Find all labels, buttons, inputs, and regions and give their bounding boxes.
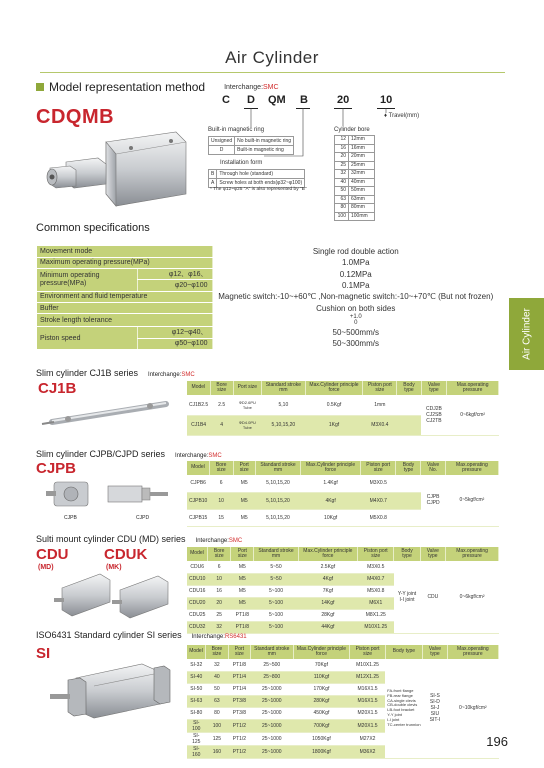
table-cell <box>397 395 421 415</box>
table-cell: 12 <box>335 136 349 145</box>
square-bullet-icon <box>36 83 44 91</box>
table-cell: SI-80 <box>187 707 206 719</box>
table-cell: M5 <box>233 509 255 526</box>
title-divider <box>40 72 505 73</box>
cjpb-code: CJPB <box>36 460 77 477</box>
table-cell: 25~1000 <box>251 683 294 695</box>
spec-sub-label: φ12、φ16、 <box>137 269 212 280</box>
table-cell: 40 <box>335 178 349 187</box>
cjpd-image-label: CJPD <box>136 515 150 521</box>
col-header: Piston port size <box>350 645 385 659</box>
spec-value: +1.0 0 <box>212 314 499 327</box>
code-part-type: QM <box>268 94 286 106</box>
table-cell: 6 <box>209 475 233 492</box>
table-cell: 40 <box>206 671 229 683</box>
col-header: Piston port size <box>358 547 394 561</box>
table-cell: 4Kgf <box>301 492 361 509</box>
table-cell: SI-100 <box>187 719 206 732</box>
table-row <box>187 561 499 573</box>
table-cell: 160 <box>206 745 229 758</box>
table-cell <box>396 475 421 492</box>
col-header: Max.Cylinder principle force <box>293 645 350 659</box>
col-header: Max.Cylinder principle force <box>301 461 361 475</box>
table-cell: 5,10 <box>262 395 306 415</box>
table-cell: SI-63 <box>187 695 206 707</box>
code-part-bore: 20 <box>337 94 350 106</box>
table-cell: 63 <box>335 195 349 204</box>
cj1b-table <box>187 381 499 436</box>
table-cell: 5~50 <box>254 573 298 585</box>
table-row <box>187 659 499 671</box>
col-header: Standard stroke mm <box>254 547 298 561</box>
table-cell: 4 <box>210 415 233 435</box>
table-cell: 25~500 <box>251 659 294 671</box>
table-cell: 10 <box>207 573 231 585</box>
cdu-table <box>187 547 499 634</box>
table-cell: No built-in magnetic ring <box>235 137 294 146</box>
table-cell: 6 <box>207 561 231 573</box>
col-header: Standard stroke mm <box>255 461 300 475</box>
table-cell: 25~800 <box>251 671 294 683</box>
cjpb-table <box>187 461 499 527</box>
table-cell: SI-40 <box>187 671 206 683</box>
cjpb-cylinder-image <box>46 478 176 514</box>
table-cell: 7Kgf <box>298 585 357 597</box>
table-cell: PT1/4 <box>228 671 250 683</box>
table-cell: CDU32 <box>187 621 207 633</box>
table-cell: CDU10 <box>187 573 207 585</box>
magnetic-ring-label: Built-in magnetic ring <box>208 127 265 133</box>
cjpb-image-label: CJPB <box>64 515 77 521</box>
cj1b-cylinder-image <box>38 398 178 438</box>
page-number: 196 <box>486 734 508 749</box>
model-rep-heading-row <box>36 80 279 94</box>
spec-label: Stroke length tolerance <box>37 314 212 327</box>
table-cell: CJPB CJPD <box>421 475 445 526</box>
code-connector-lines <box>200 106 400 166</box>
table-cell: 25 <box>335 161 349 170</box>
cdu-sub-code: (MD) <box>38 564 54 571</box>
side-tab <box>509 298 544 370</box>
col-header: Standard stroke mm <box>251 645 294 659</box>
spec-label: Maximum operating pressure(MPa) <box>37 257 212 268</box>
cdu-heading: Sulti mount cylinder CDU (MD) series Interchange:SMC <box>36 534 243 544</box>
cj1b-code: CJ1B <box>38 380 77 397</box>
table-cell: 14Kgf <box>298 597 357 609</box>
table-cell: 110Kgf <box>293 671 350 683</box>
table-cell: 50 <box>335 187 349 196</box>
table-cell: 25~1000 <box>251 732 294 745</box>
table-cell: PT3/8 <box>228 707 250 719</box>
col-header: Max.operating pressure <box>447 645 498 659</box>
table-cell: CJ1B4 <box>187 415 210 435</box>
table-cell: M20X1.5 <box>350 719 385 732</box>
table-cell: 25~1000 <box>251 707 294 719</box>
table-cell: 25~1000 <box>251 745 294 758</box>
table-cell: 50 <box>206 683 229 695</box>
spec-label: Buffer <box>37 302 212 313</box>
table-cell: CJPB6 <box>187 475 209 492</box>
table-cell: 450Kgf <box>293 707 350 719</box>
col-header: Piston port size <box>363 381 397 395</box>
table-cell: 80 <box>206 707 229 719</box>
installation-label: Installation form <box>220 160 263 166</box>
table-cell: 40mm <box>349 178 375 187</box>
table-cell: 10 <box>209 492 233 509</box>
col-header: Valve No. <box>421 461 445 475</box>
col-header: Bore size <box>207 547 231 561</box>
table-cell: 15 <box>209 509 233 526</box>
table-cell: 0~5kgf/cm² <box>445 475 498 526</box>
table-cell: 63mm <box>349 195 375 204</box>
table-cell <box>397 415 421 435</box>
table-cell: 0~6kgf/cm² <box>447 395 499 435</box>
si-code: SI <box>36 645 51 662</box>
table-cell: 5,10,15,20 <box>255 509 300 526</box>
table-cell: 44Kgf <box>298 621 357 633</box>
spec-value: Magnetic switch:-10~+60℃ ,Non-magnetic switch:-10~+70℃ (But not frozen) <box>212 291 499 302</box>
table-cell: 5,10,15,20 <box>262 415 306 435</box>
col-header: Port size <box>233 461 255 475</box>
cjpb-heading: Slim cylinder CJPB/CJPD series Interchange:SMC <box>36 449 222 459</box>
table-cell: 5,10,15,20 <box>255 475 300 492</box>
col-header: Max.Cylinder principle force <box>298 547 357 561</box>
cduk-code: CDUK <box>104 546 148 563</box>
spec-sub-label: φ12~φ40、 <box>137 327 212 338</box>
table-cell: Unsigned <box>209 137 235 146</box>
si-table <box>187 645 499 759</box>
cdu-code: CDU <box>36 546 69 563</box>
table-cell: Through hole (standard) <box>217 170 305 179</box>
col-header: Bore size <box>210 381 233 395</box>
col-header: Model <box>187 461 209 475</box>
table-cell: PT1/4 <box>228 683 250 695</box>
col-header: Port size <box>233 381 261 395</box>
col-header: Piston port size <box>361 461 396 475</box>
installation-table <box>208 169 305 188</box>
table-cell: 25~1000 <box>251 719 294 732</box>
spec-sub-label: φ20~φ100 <box>137 280 212 291</box>
table-cell: 2.5Kgf <box>298 561 357 573</box>
table-cell: 1050Kgf <box>293 732 350 745</box>
table-cell: M5 <box>233 475 255 492</box>
col-header: Model <box>187 381 210 395</box>
table-cell: PT1/8 <box>231 609 254 621</box>
table-cell: 25 <box>207 609 231 621</box>
table-cell: 32 <box>335 170 349 179</box>
table-cell: CDU <box>420 561 446 633</box>
col-header: Body type <box>385 645 422 659</box>
col-header: Valve type <box>421 381 447 395</box>
table-cell: M5 <box>231 561 254 573</box>
installation-note: * The φ12~φ25 "A" is also represented by "B" <box>210 187 307 192</box>
spec-label: Piston speed <box>37 327 137 350</box>
table-cell: SI-32 <box>187 659 206 671</box>
cj1b-heading: Slim cylinder CJ1B series Interchange:SMC <box>36 368 195 378</box>
table-cell: CJPB10 <box>187 492 209 509</box>
table-row <box>187 475 499 492</box>
table-cell: 12mm <box>349 136 375 145</box>
table-cell: Built-in magnetic ring <box>235 146 294 155</box>
table-cell: PT1/2 <box>228 719 250 732</box>
table-cell: M16X1.5 <box>350 683 385 695</box>
code-part-magnetic: D <box>247 94 255 106</box>
table-cell: 5~100 <box>254 585 298 597</box>
cdu-cylinder-image <box>54 572 174 622</box>
table-cell: CDU16 <box>187 585 207 597</box>
col-header: Model <box>187 547 207 561</box>
table-cell: A <box>209 179 217 188</box>
table-cell: PT3/8 <box>228 695 250 707</box>
table-cell: 5~100 <box>254 597 298 609</box>
table-cell: 280Kgf <box>293 695 350 707</box>
table-cell: M5 <box>231 573 254 585</box>
col-header: Max.operating pressure <box>447 381 499 395</box>
col-header: Standard stroke mm <box>262 381 306 395</box>
col-header: Max.Cylinder principle force <box>305 381 363 395</box>
si-heading: ISO6431 Standard cylinder SI series Interchange:RS6431 <box>36 630 247 640</box>
table-cell: 5~100 <box>254 621 298 633</box>
table-cell: 0~10kgf/cm² <box>447 659 498 758</box>
col-header: Max.operating pressure <box>446 547 499 561</box>
table-cell: 1mm <box>363 395 397 415</box>
col-header: Valve type <box>420 547 446 561</box>
table-cell: PT1/2 <box>228 745 250 758</box>
table-cell: 20 <box>207 597 231 609</box>
table-cell: 70Kgf <box>293 659 350 671</box>
table-cell: 0.5Kgf <box>305 395 363 415</box>
spec-value: Cushion on both sides <box>212 302 499 313</box>
table-cell <box>396 492 421 509</box>
table-cell: CDU20 <box>187 597 207 609</box>
col-header: Body type <box>397 381 421 395</box>
table-cell: 100mm <box>349 212 375 221</box>
table-cell: M3X0.4 <box>363 415 397 435</box>
table-cell: SI-125 <box>187 732 206 745</box>
table-cell: M3X0.5 <box>361 475 396 492</box>
table-cell: 4Kgf <box>298 573 357 585</box>
si-cylinder-image <box>46 660 176 728</box>
table-cell: M8X1.25 <box>358 609 394 621</box>
table-cell: M5X0.8 <box>358 585 394 597</box>
table-cell: 2.5 <box>210 395 233 415</box>
table-row <box>187 395 499 415</box>
table-cell: 32mm <box>349 170 375 179</box>
table-cell: M5X0.8 <box>361 509 396 526</box>
table-cell: M3X0.5 <box>358 561 394 573</box>
table-cell: M10X1.25 <box>350 659 385 671</box>
table-cell: 1800Kgf <box>293 745 350 758</box>
table-cell: Screw holes at both ends(φ32~φ100) <box>217 179 305 188</box>
cdqmb-cylinder-image <box>36 128 196 214</box>
table-cell: 0~6kgf/cm² <box>446 561 499 633</box>
col-header: Body type <box>396 461 421 475</box>
spec-label: Movement mode <box>37 246 212 257</box>
table-cell: M16X1.5 <box>350 695 385 707</box>
table-cell <box>396 509 421 526</box>
model-rep-heading: Model representation method <box>49 80 206 94</box>
table-cell: 5,10,15,20 <box>255 492 300 509</box>
table-cell: 170Kgf <box>293 683 350 695</box>
table-cell: 63 <box>206 695 229 707</box>
table-cell: Y-Y joint I-I joint <box>394 561 420 633</box>
table-cell: 16mm <box>349 144 375 153</box>
col-header: Bore size <box>209 461 233 475</box>
interchange-label: Interchange:SMC <box>224 83 279 91</box>
table-cell: 5~50 <box>254 561 298 573</box>
col-header: Max.operating pressure <box>445 461 498 475</box>
table-cell: 20mm <box>349 153 375 162</box>
table-cell: 20 <box>335 153 349 162</box>
spec-sub-label: φ50~φ100 <box>137 338 212 349</box>
table-cell: PT1/8 <box>228 659 250 671</box>
spec-value: 50~500mm/s <box>212 327 499 338</box>
col-header: Port size <box>231 547 254 561</box>
table-cell: M27X2 <box>350 732 385 745</box>
table-cell: PT1/8 <box>231 621 254 633</box>
table-cell: M4X0.7 <box>358 573 394 585</box>
code-part-install: B <box>300 94 308 106</box>
page-title: Air Cylinder <box>225 48 319 67</box>
table-cell: 1.4Kgf <box>301 475 361 492</box>
table-cell: ΦD4.0PU Tube <box>233 415 261 435</box>
table-cell: M12X1.25 <box>350 671 385 683</box>
cduk-sub-code: (MK) <box>106 564 122 571</box>
model-code: CDQMB <box>36 106 115 128</box>
table-cell: 80mm <box>349 204 375 213</box>
table-cell: SI-50 <box>187 683 206 695</box>
spec-value: 0.12MPa <box>212 269 499 280</box>
travel-label: ♦ Travel(mm) <box>384 113 420 119</box>
table-cell: M36X2 <box>350 745 385 758</box>
col-header: Body type <box>394 547 420 561</box>
col-header: Bore size <box>206 645 229 659</box>
table-cell: 700Kgf <box>293 719 350 732</box>
table-cell: 125 <box>206 732 229 745</box>
table-cell: 32 <box>207 621 231 633</box>
table-cell: B <box>209 170 217 179</box>
table-cell: SI-S SI-D SI-J SIU SIT-I <box>423 659 448 758</box>
table-cell: M5 <box>233 492 255 509</box>
table-cell: CDJ2B CJ2SB CJ2TB <box>421 395 447 435</box>
table-cell: 1Kgf <box>305 415 363 435</box>
table-cell: CDU25 <box>187 609 207 621</box>
spec-value: 1.0MPa <box>212 257 499 268</box>
spec-label: Environment and fluid temperature <box>37 291 212 302</box>
table-cell: CJPB15 <box>187 509 209 526</box>
bore-label: Cylinder bore <box>334 127 370 133</box>
table-cell: FA-front flange FB-rear flange CA-single clevis CB-double clevis LB-foot bracket Y-Y joint I-I joint TC-center trunnion <box>385 659 422 758</box>
table-cell: M5 <box>231 597 254 609</box>
table-cell: M10X1.25 <box>358 621 394 633</box>
table-cell: D <box>209 146 235 155</box>
table-cell: 16 <box>207 585 231 597</box>
table-cell: 10Kgf <box>301 509 361 526</box>
table-cell: 32 <box>206 659 229 671</box>
table-cell: CJ1B2.5 <box>187 395 210 415</box>
table-cell: M6X1 <box>358 597 394 609</box>
table-cell: SI-160 <box>187 745 206 758</box>
spec-label: Minimum operating pressure(MPa) <box>37 269 137 292</box>
spec-value: Single rod double action <box>212 246 499 257</box>
table-cell: 100 <box>206 719 229 732</box>
table-cell: M5 <box>231 585 254 597</box>
code-part-stroke: 10 <box>380 94 393 106</box>
table-cell: 80 <box>335 204 349 213</box>
table-cell: 16 <box>335 144 349 153</box>
table-cell: 25~1000 <box>251 695 294 707</box>
table-cell: 28Kgf <box>298 609 357 621</box>
table-cell: M20X1.5 <box>350 707 385 719</box>
col-header: Port size <box>228 645 250 659</box>
spec-value: 0.1MPa <box>212 280 499 291</box>
table-cell: 50mm <box>349 187 375 196</box>
specs-table <box>37 246 499 350</box>
table-cell: 5~100 <box>254 609 298 621</box>
table-cell: PT1/2 <box>228 732 250 745</box>
spec-value: 50~300mm/s <box>212 338 499 349</box>
specs-heading: Common specifications <box>36 222 150 234</box>
table-cell: CDU6 <box>187 561 207 573</box>
table-cell: 100 <box>335 212 349 221</box>
col-header: Model <box>187 645 206 659</box>
code-part-series: C <box>222 94 230 106</box>
table-cell: M4X0.7 <box>361 492 396 509</box>
table-cell: ΦD2.6PU Tube <box>233 395 261 415</box>
side-tab-label: Air Cylinder <box>521 308 532 360</box>
col-header: Valve type <box>423 645 448 659</box>
table-cell: 25mm <box>349 161 375 170</box>
